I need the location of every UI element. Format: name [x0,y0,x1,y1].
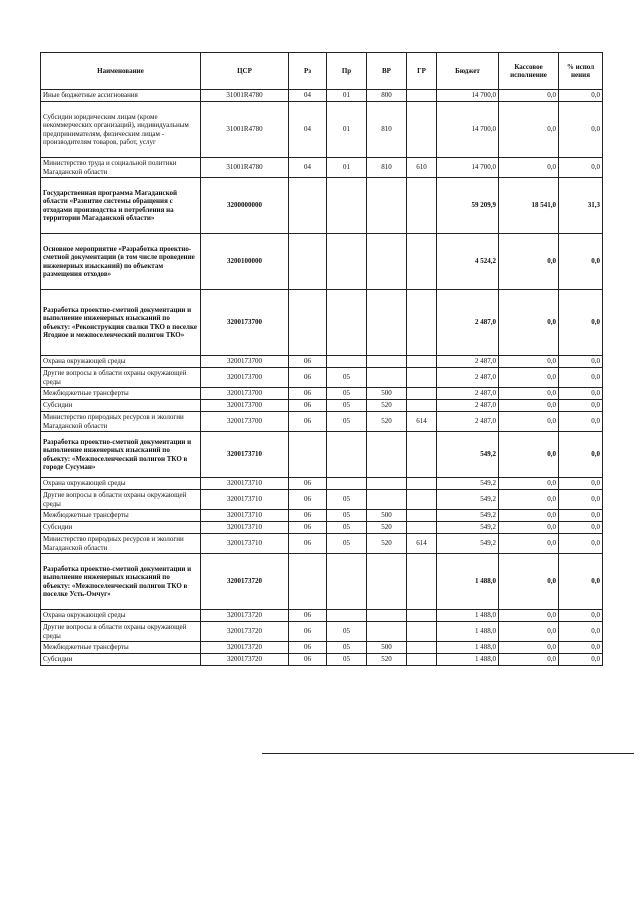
cell-gr [407,642,437,654]
cell-cash-execution: 0,0 [499,102,559,158]
cell-execution-percent: 0,0 [559,290,603,356]
table-row [41,554,603,610]
cell-cash-execution: 0,0 [499,490,559,510]
cell-cash-execution: 0,0 [499,654,559,666]
cell-vr [367,368,407,388]
cell-cash-execution: 0,0 [499,234,559,290]
cell-name: Другие вопросы в области охраны окружающей среды [41,622,201,642]
cell-gr [407,622,437,642]
cell-name: Охрана окружающей среды [41,478,201,490]
cell-cash-execution: 0,0 [499,642,559,654]
table-row [41,290,603,356]
cell-vr: 520 [367,654,407,666]
cell-pr [327,432,367,478]
cell-csr: 3200173700 [201,388,289,400]
table-row [41,432,603,478]
cell-rz: 06 [289,388,327,400]
cell-name: Разработка проектно-сметной документации и выполнение инженерных изысканий по объекту: «Межпоселенческий полигон ТКО в городе Сусуман» [41,432,201,478]
cell-pr: 05 [327,654,367,666]
cell-gr [407,490,437,510]
cell-cash-execution: 0,0 [499,610,559,622]
cell-budget: 1 488,0 [437,654,499,666]
cell-execution-percent: 0,0 [559,356,603,368]
cell-budget: 549,2 [437,522,499,534]
cell-pr: 05 [327,490,367,510]
cell-csr: 3200173720 [201,554,289,610]
cell-vr: 500 [367,388,407,400]
cell-execution-percent: 0,0 [559,368,603,388]
cell-name: Министерство природных ресурсов и экологии Магаданской области [41,412,201,432]
cell-rz: 06 [289,490,327,510]
cell-execution-percent: 0,0 [559,478,603,490]
cell-name: Министерство труда и социальной политики Магаданской области [41,158,201,178]
cell-execution-percent: 0,0 [559,534,603,554]
cell-rz: 06 [289,622,327,642]
cell-execution-percent: 0,0 [559,554,603,610]
cell-csr: 3200173710 [201,490,289,510]
cell-pr: 01 [327,90,367,102]
table-row [41,102,603,158]
cell-execution-percent: 0,0 [559,388,603,400]
cell-csr: 3200100000 [201,234,289,290]
cell-execution-percent: 31,3 [559,178,603,234]
cell-execution-percent: 0,0 [559,490,603,510]
table-body [41,90,603,666]
cell-gr [407,234,437,290]
cell-execution-percent: 0,0 [559,654,603,666]
cell-cash-execution: 0,0 [499,510,559,522]
cell-name: Другие вопросы в области охраны окружающей среды [41,368,201,388]
cell-pr: 05 [327,412,367,432]
cell-rz: 06 [289,510,327,522]
cell-vr [367,490,407,510]
cell-cash-execution: 0,0 [499,388,559,400]
cell-gr [407,400,437,412]
header-execution-percent: % испол нения [559,53,603,90]
cell-pr [327,356,367,368]
cell-budget: 549,2 [437,510,499,522]
cell-cash-execution: 0,0 [499,356,559,368]
cell-budget: 1 488,0 [437,610,499,622]
cell-cash-execution: 0,0 [499,534,559,554]
cell-csr: 3200173700 [201,368,289,388]
cell-vr [367,178,407,234]
cell-rz: 06 [289,400,327,412]
table-row [41,388,603,400]
cell-rz [289,432,327,478]
cell-gr: 614 [407,412,437,432]
cell-execution-percent: 0,0 [559,102,603,158]
cell-name: Межбюджетные трансферты [41,642,201,654]
cell-name: Межбюджетные трансферты [41,510,201,522]
table-row [41,478,603,490]
cell-budget: 2 487,0 [437,388,499,400]
cell-vr [367,290,407,356]
cell-gr [407,368,437,388]
cell-csr: 3200173720 [201,654,289,666]
cell-rz: 06 [289,478,327,490]
cell-csr: 31001R4780 [201,90,289,102]
cell-cash-execution: 0,0 [499,522,559,534]
cell-vr [367,622,407,642]
cell-rz: 06 [289,522,327,534]
cell-name: Разработка проектно-сметной документации и выполнение инженерных изысканий по объекту: «Реконструкция свалки ТКО в поселке Ягодное и межпоселенческий полигон ТКО» [41,290,201,356]
cell-budget: 14 700,0 [437,102,499,158]
table-row [41,412,603,432]
cell-vr [367,478,407,490]
table-row [41,642,603,654]
table-row [41,400,603,412]
cell-rz: 06 [289,412,327,432]
cell-gr [407,356,437,368]
cell-csr: 3200173720 [201,610,289,622]
cell-budget: 2 487,0 [437,356,499,368]
cell-execution-percent: 0,0 [559,642,603,654]
cell-pr [327,290,367,356]
cell-cash-execution: 0,0 [499,622,559,642]
header-rz: Рз [289,53,327,90]
cell-gr [407,432,437,478]
cell-csr: 3200173710 [201,534,289,554]
cell-execution-percent: 0,0 [559,610,603,622]
cell-pr: 05 [327,642,367,654]
cell-budget: 2 487,0 [437,368,499,388]
cell-rz [289,554,327,610]
cell-name: Охрана окружающей среды [41,610,201,622]
cell-rz: 06 [289,642,327,654]
cell-rz: 06 [289,654,327,666]
header-budget: Бюджет [437,53,499,90]
cell-gr [407,102,437,158]
cell-execution-percent: 0,0 [559,622,603,642]
cell-execution-percent: 0,0 [559,90,603,102]
cell-gr [407,554,437,610]
cell-budget: 14 700,0 [437,90,499,102]
header-gr: ГР [407,53,437,90]
cell-cash-execution: 0,0 [499,554,559,610]
cell-execution-percent: 0,0 [559,522,603,534]
cell-pr: 01 [327,158,367,178]
cell-gr [407,510,437,522]
cell-rz [289,234,327,290]
cell-csr: 31001R4780 [201,158,289,178]
cell-budget: 2 487,0 [437,290,499,356]
cell-cash-execution: 0,0 [499,432,559,478]
cell-execution-percent: 0,0 [559,234,603,290]
cell-vr [367,554,407,610]
cell-gr: 610 [407,158,437,178]
cell-rz [289,290,327,356]
cell-pr [327,234,367,290]
cell-budget: 2 487,0 [437,412,499,432]
cell-execution-percent: 0,0 [559,400,603,412]
cell-execution-percent: 0,0 [559,510,603,522]
cell-name: Охрана окружающей среды [41,356,201,368]
cell-name: Межбюджетные трансферты [41,388,201,400]
cell-budget: 1 488,0 [437,554,499,610]
cell-csr: 3200173700 [201,412,289,432]
header-pr: Пр [327,53,367,90]
cell-pr [327,178,367,234]
budget-document [40,52,602,666]
table-row [41,178,603,234]
cell-cash-execution: 0,0 [499,290,559,356]
cell-cash-execution: 0,0 [499,478,559,490]
cell-budget: 549,2 [437,534,499,554]
cell-budget: 2 487,0 [437,400,499,412]
table-row [41,368,603,388]
cell-csr: 3200173720 [201,642,289,654]
cell-budget: 14 700,0 [437,158,499,178]
table-row [41,490,603,510]
cell-name: Основное мероприятие «Разработка проектно-сметной документации (в том числе проведение инженерных изысканий) по объектам размещения отходов» [41,234,201,290]
cell-gr: 614 [407,534,437,554]
cell-csr: 3200173710 [201,478,289,490]
cell-gr [407,610,437,622]
cell-csr: 31001R4780 [201,102,289,158]
cell-csr: 3200173700 [201,356,289,368]
cell-gr [407,522,437,534]
cell-name: Субсидии [41,654,201,666]
cell-vr [367,234,407,290]
cell-csr: 3200173710 [201,522,289,534]
cell-gr [407,654,437,666]
cell-pr: 05 [327,368,367,388]
cell-pr: 05 [327,510,367,522]
cell-gr [407,478,437,490]
table-row [41,356,603,368]
cell-budget: 1 488,0 [437,622,499,642]
cell-pr: 05 [327,388,367,400]
cell-csr: 3200173700 [201,400,289,412]
table-row [41,534,603,554]
cell-execution-percent: 0,0 [559,412,603,432]
table-row [41,654,603,666]
cell-vr: 500 [367,642,407,654]
cell-budget: 1 488,0 [437,642,499,654]
cell-csr: 3200000000 [201,178,289,234]
table-row [41,158,603,178]
cell-budget: 549,2 [437,478,499,490]
cell-vr: 520 [367,534,407,554]
cell-pr [327,554,367,610]
cell-csr: 3200173700 [201,290,289,356]
cell-pr [327,478,367,490]
cell-cash-execution: 0,0 [499,158,559,178]
cell-execution-percent: 0,0 [559,158,603,178]
cell-pr: 05 [327,622,367,642]
cell-vr: 520 [367,400,407,412]
cell-rz: 04 [289,158,327,178]
cell-gr [407,388,437,400]
cell-name: Министерство природных ресурсов и экологии Магаданской области [41,534,201,554]
header-vr: ВР [367,53,407,90]
cell-budget: 549,2 [437,432,499,478]
cell-csr: 3200173710 [201,510,289,522]
cell-cash-execution: 0,0 [499,400,559,412]
cell-vr: 520 [367,522,407,534]
cell-rz: 06 [289,610,327,622]
cell-cash-execution: 18 541,0 [499,178,559,234]
table-row [41,234,603,290]
footer-signature-line [262,753,634,754]
cell-csr: 3200173710 [201,432,289,478]
cell-execution-percent: 0,0 [559,432,603,478]
cell-rz [289,178,327,234]
cell-budget: 549,2 [437,490,499,510]
cell-name: Субсидии [41,522,201,534]
cell-cash-execution: 0,0 [499,368,559,388]
cell-name: Разработка проектно-сметной документации и выполнение инженерных изысканий по объекту: «Межпоселенческий полигон ТКО в поселке Усть-Омчуг» [41,554,201,610]
table-row [41,510,603,522]
cell-vr [367,432,407,478]
cell-vr: 810 [367,102,407,158]
cell-name: Субсидии [41,400,201,412]
table-row [41,522,603,534]
cell-cash-execution: 0,0 [499,90,559,102]
cell-vr: 500 [367,510,407,522]
cell-pr: 05 [327,534,367,554]
cell-rz: 06 [289,534,327,554]
cell-budget: 59 209,9 [437,178,499,234]
cell-vr: 800 [367,90,407,102]
cell-vr [367,356,407,368]
cell-name: Государственная программа Магаданской области «Развитие системы обращения с отходами производства и потребления на территории Магаданской области» [41,178,201,234]
cell-cash-execution: 0,0 [499,412,559,432]
header-name: Наименование [41,53,201,90]
cell-rz: 06 [289,368,327,388]
cell-vr [367,610,407,622]
table-row [41,90,603,102]
header-cash-execution: Кассовое исполнение [499,53,559,90]
cell-budget: 4 524,2 [437,234,499,290]
cell-csr: 3200173720 [201,622,289,642]
header-csr: ЦСР [201,53,289,90]
table-header-row [41,53,603,90]
cell-pr: 01 [327,102,367,158]
cell-gr [407,290,437,356]
cell-rz: 04 [289,102,327,158]
cell-pr: 05 [327,400,367,412]
cell-name: Иные бюджетные ассигнования [41,90,201,102]
cell-gr [407,178,437,234]
table-row [41,622,603,642]
cell-rz: 06 [289,356,327,368]
cell-name: Субсидии юридическим лицам (кроме некоммерческих организаций), индивидуальным предпринимателям, физическим лицам - производителям товаров, работ, услуг [41,102,201,158]
cell-vr: 520 [367,412,407,432]
cell-pr: 05 [327,522,367,534]
cell-name: Другие вопросы в области охраны окружающей среды [41,490,201,510]
cell-pr [327,610,367,622]
table-row [41,610,603,622]
cell-vr: 810 [367,158,407,178]
cell-gr [407,90,437,102]
cell-rz: 04 [289,90,327,102]
budget-execution-table [40,52,603,666]
